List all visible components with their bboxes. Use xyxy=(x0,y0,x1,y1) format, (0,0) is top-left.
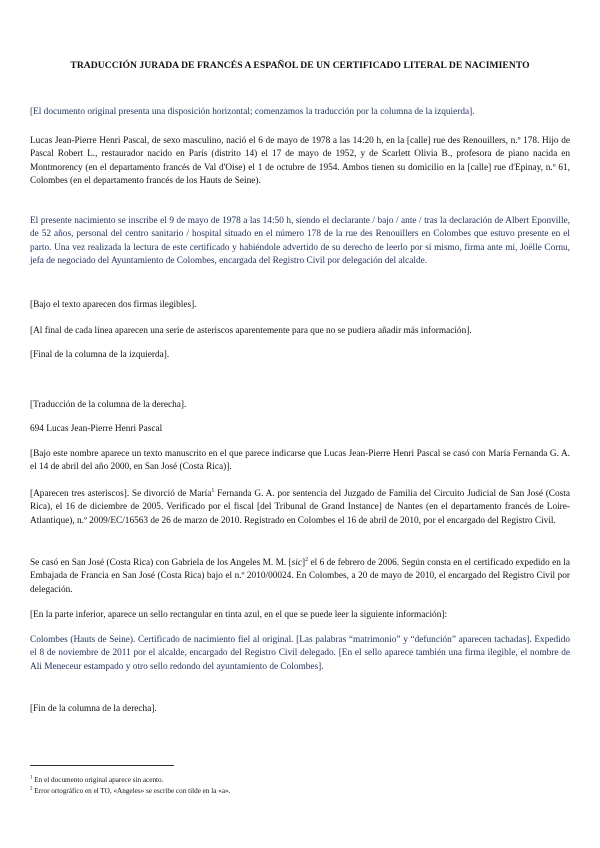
right-paragraph-3: Se casó en San José (Costa Rica) con Gabriela de los Angeles M. M. [sic]$^2$ el 6 de febrero de 2006. Según consta en el certificado expedido en la Embajada de Francia en San José (Costa Rica) bajo el n.º 2010/00024. En Colombes, a 20 de mayo de 2010, el encargado del Registro Civil por delegación. xyxy=(30,556,570,595)
right-column-end: [Fin de la columna de la derecha]. xyxy=(30,704,157,714)
right-intro: [Traducción de la columna de la derecha]. xyxy=(30,400,187,410)
left-note-signatures: [Bajo el texto aparecen dos firmas ilegibles]. xyxy=(30,300,197,310)
footnote-ref-2: 2 xyxy=(305,556,309,563)
footnote-divider xyxy=(30,765,174,766)
document-title: TRADUCCIÓN JURADA DE FRANCÉS A ESPAÑOL DE UN CERTIFICADO LITERAL DE NACIMIENTO xyxy=(70,60,530,71)
left-note-asterisks: [Al final de cada línea aparecen una serie de asteriscos aparentemente para que no se pudiera añadir más información]. xyxy=(30,326,472,336)
left-paragraph-2: El presente nacimiento se inscribe el 9 de mayo de 1978 a las 14:50 h, siendo el declarante / bajo / ante / tras la declaración de Albert Eponville, de 52 años, personal del centro sanitario / hospital situado en el número 178 de la rue des Renouillers en Colombes que estuvo presente en el parto. Una vez realizada la lectura de este certificado y habiéndole advertido de su derecho de leerlo por sí mismo, firma ante mí, Joëlle Cornu, jefa de negociado del Ayuntamiento de Colombes, encargada del Registro Civil por delegación del alcalde. xyxy=(30,216,570,266)
right-heading: 694 Lucas Jean-Pierre Henri Pascal xyxy=(30,424,163,434)
footnote-ref-1: 1 xyxy=(211,487,215,494)
right-paragraph-1: [Bajo este nombre aparece un texto manuscrito en el que parece indicarse que Lucas Jean-Pierre Henri Pascal se casó con María Fernanda G. A. el 14 de abril del año 2000, en San José (Costa Rica)]. xyxy=(30,449,570,473)
footnote-2: $^2$ Error ortográfico en el TO, «Angeles» se escribe con tilde en la «a». xyxy=(30,786,231,795)
left-column-end: [Final de la columna de la izquierda]. xyxy=(30,350,170,360)
right-paragraph-5-stamp: Colombes (Hauts de Seine). Certificado de nacimiento fiel al original. [Las palabras “matrimonio” y “defunción” aparecen tachadas]. Expedido el 8 de noviembre de 2011 por el alcalde, encargado del Registro Civil delegado. [En el sello aparece también una firma ilegible, el nombre de Ali Meneceur estampado y otro sello redondo del ayuntamiento de Colombes]. xyxy=(30,635,570,672)
right-paragraph-2: [Aparecen tres asteriscos]. Se divorció de María$^1$ Fernanda G. A. por sentencia del Juzgado de Familia del Circuito Judicial de San José (Costa Rica), el 16 de diciembre de 2005. Verificado por el fiscal [del Tribunal de Grand Instance] de Nantes (en el departamento francés de Loire-Atlantique), n.º 2009/EC/16563 de 26 de marzo de 2010. Registrado en Colombes el 16 de abril de 2010, por el encargado del Registro Civil. xyxy=(30,487,570,526)
left-paragraph-1: Lucas Jean-Pierre Henri Pascal, de sexo masculino, nació el 6 de mayo de 1978 a las 14:20 h, en la [calle] rue des Renouillers, n.º 178. Hijo de Pascal Robert L., restaurador nacido en París (distrito 14) el 17 de mayo de 1952, y de Scarlett Olivia B., profesora de piano nacida en Montmorency (en el departamento francés de Val d'Oise) el 1 de octubre de 1954. Ambos tienen su domicilio en la [calle] rue d'Epinay, n.º 61, Colombes (en el departamento francés de los Hauts de Seine). xyxy=(30,136,570,186)
right-paragraph-4: [En la parte inferior, aparece un sello rectangular en tinta azul, en el que se puede leer la siguiente información]: xyxy=(30,610,448,620)
footnote-1: $^1$ En el documento original aparece sin acento. xyxy=(30,775,164,784)
left-intro: [El documento original presenta una disposición horizontal; comenzamos la traducción por la columna de la izquierda]. xyxy=(30,107,475,117)
